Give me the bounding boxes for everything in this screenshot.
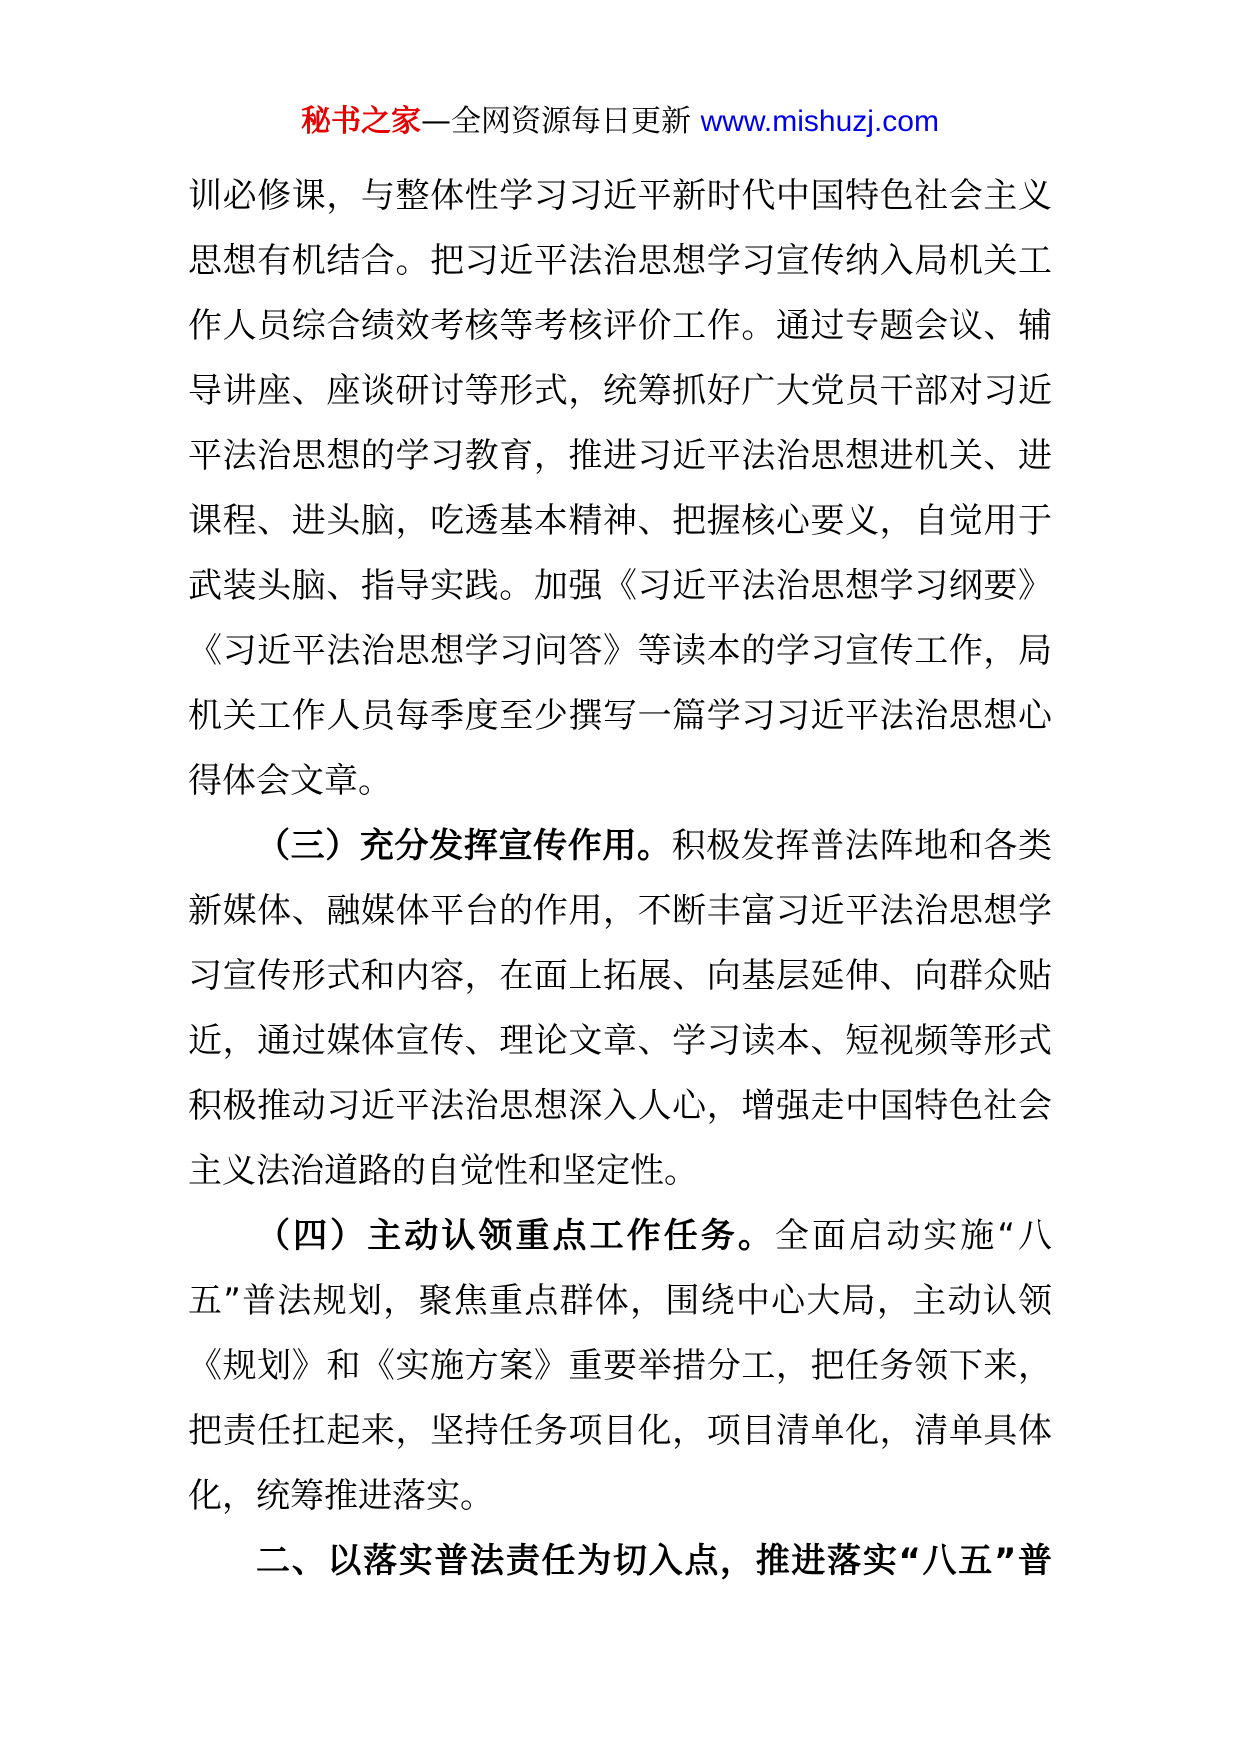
paragraph-publicity bbox=[188, 814, 1052, 1204]
section-heading: 二、以落实普法责任为切入点，推进落实“八五”普 bbox=[256, 1541, 1052, 1581]
text-line: 《习近平法治思想学习问答》等读本的学习宣传工作，局 bbox=[188, 631, 1052, 671]
text-span: 积极发挥普法阵地和各类 bbox=[671, 826, 1053, 866]
text-line: 把责任扛起来，坚持任务项目化，项目清单化，清单具体 bbox=[188, 1411, 1052, 1451]
text-line: 《规划》和《实施方案》重要举措分工，把任务领下来， bbox=[188, 1346, 1052, 1386]
text-line: 新媒体、融媒体平台的作用，不断丰富习近平法治思想学 bbox=[188, 891, 1052, 931]
text-line: 机关工作人员每季度至少撰写一篇学习习近平法治思想心 bbox=[188, 696, 1052, 736]
text-line: 课程、进头脑，吃透基本精神、把握核心要义，自觉用于 bbox=[188, 501, 1052, 541]
site-name: 秘书之家 bbox=[301, 104, 422, 139]
text-line: 武装头脑、指导实践。加强《习近平法治思想学习纲要》 bbox=[188, 566, 1052, 606]
site-tagline: —全网资源每日更新 bbox=[421, 104, 692, 139]
text-line: 主义法治道路的自觉性和坚定性。 bbox=[188, 1151, 698, 1191]
text-line: 训必修课，与整体性学习习近平新时代中国特色社会主义 bbox=[188, 176, 1052, 216]
text-line: 思想有机结合。把习近平法治思想学习宣传纳入局机关工 bbox=[188, 241, 1052, 281]
paragraph-continuation bbox=[188, 164, 1052, 814]
paragraph-first-line bbox=[188, 814, 1052, 879]
paragraph-tasks bbox=[188, 1204, 1052, 1529]
text-line: 习宣传形式和内容，在面上拓展、向基层延伸、向群众贴 bbox=[188, 956, 1052, 996]
paragraph-heading: （三）充分发挥宣传作用。 bbox=[256, 826, 672, 866]
paragraph-heading: （四）主动认领重点工作任务。 bbox=[256, 1216, 775, 1256]
text-span: 全面启动实施“八 bbox=[774, 1216, 1052, 1256]
document-body bbox=[188, 164, 1052, 1594]
text-line: 近，通过媒体宣传、理论文章、学习读本、短视频等形式 bbox=[188, 1021, 1052, 1061]
paragraph-first-line bbox=[188, 1204, 1052, 1269]
text-line: 平法治思想的学习教育，推进习近平法治思想进机关、进 bbox=[188, 436, 1052, 476]
text-line: 化，统筹推进落实。 bbox=[188, 1476, 494, 1516]
text-line: 积极推动习近平法治思想深入人心，增强走中国特色社会 bbox=[188, 1086, 1052, 1126]
text-line: 作人员综合绩效考核等考核评价工作。通过专题会议、辅 bbox=[188, 306, 1052, 346]
site-url-link[interactable]: www.mishuzj.com bbox=[700, 105, 939, 138]
text-line: 导讲座、座谈研讨等形式，统筹抓好广大党员干部对习近 bbox=[188, 371, 1052, 411]
text-line: 得体会文章。 bbox=[188, 761, 392, 801]
site-header bbox=[0, 100, 1240, 144]
text-line: 五”普法规划，聚焦重点群体，围绕中心大局，主动认领 bbox=[188, 1281, 1052, 1321]
